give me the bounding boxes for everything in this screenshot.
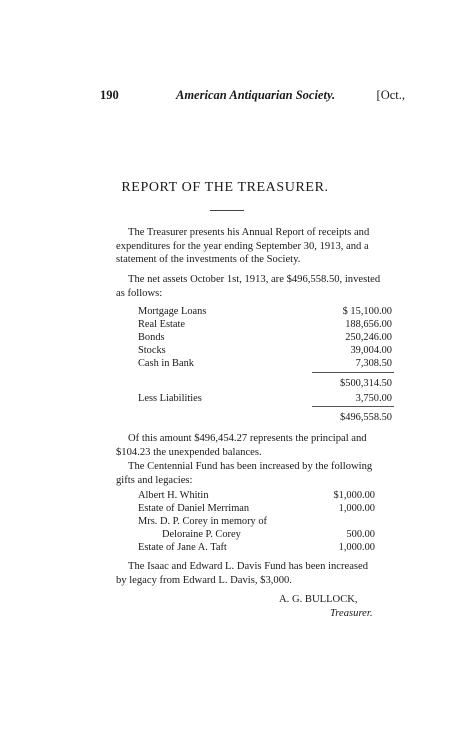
- amount-line: $104.23 the unexpended balances.: [116, 446, 262, 458]
- header-month: [Oct.,: [376, 88, 405, 102]
- report-title: REPORT OF THE TREASURER.: [121, 180, 329, 195]
- gift-label: Estate of Jane A. Taft: [138, 542, 227, 553]
- amount-paragraph: [116, 432, 404, 459]
- davis-paragraph: [116, 560, 404, 587]
- asset-label: Mortgage Loans: [138, 306, 207, 317]
- gift-label: Deloraine P. Corey: [162, 529, 241, 540]
- asset-label: Stocks: [138, 345, 166, 356]
- gift-value: $1,000.00: [333, 490, 375, 501]
- liabilities-value: 3,750.00: [355, 393, 392, 404]
- asset-value: $ 15,100.00: [342, 306, 392, 317]
- gift-value: 500.00: [346, 529, 375, 540]
- amount-line: Of this amount $496,454.27 represents the principal and: [128, 433, 367, 444]
- total-rule: [312, 406, 394, 407]
- fund-line: gifts and legacies:: [116, 474, 193, 486]
- intro-paragraph: [116, 226, 404, 267]
- subtotal-value: $500,314.50: [340, 378, 392, 389]
- intro-line: The Treasurer presents his Annual Report of receipts and: [128, 227, 370, 238]
- intro-line: expenditures for the year ending September 30, 1913, and a: [116, 240, 369, 252]
- asset-value: 250,246.00: [345, 332, 392, 343]
- page-number: 190: [100, 88, 119, 102]
- gift-label: Albert H. Whitin: [138, 490, 209, 501]
- intro-line: statement of the investments of the Society.: [116, 254, 301, 265]
- asset-label: Bonds: [138, 332, 165, 343]
- fund-paragraph: [116, 460, 404, 487]
- davis-line: by legacy from Edward L. Davis, $3,000.: [116, 574, 292, 586]
- subtotal-rule: [312, 372, 394, 373]
- assets-intro-line: The net assets October 1st, 1913, are $496,558.50, invested: [128, 274, 381, 285]
- asset-label: Real Estate: [138, 319, 186, 330]
- gift-value: 1,000.00: [338, 503, 375, 514]
- asset-label: Cash in Bank: [138, 358, 194, 369]
- asset-value: 7,308.50: [355, 358, 392, 369]
- assets-intro-paragraph: [116, 273, 404, 300]
- signature-role: Treasurer.: [330, 608, 373, 619]
- gift-label: Mrs. D. P. Corey in memory of: [138, 516, 268, 527]
- liabilities-label: Less Liabilities: [138, 393, 202, 404]
- running-title: American Antiquarian Society.: [176, 88, 336, 102]
- davis-line: The Isaac and Edward L. Davis Fund has been increased: [128, 561, 369, 572]
- fund-line: The Centennial Fund has been increased by the following: [128, 461, 373, 472]
- gift-value: 1,000.00: [338, 542, 375, 553]
- title-rule: [210, 210, 244, 211]
- assets-intro-line: as follows:: [116, 287, 163, 299]
- asset-value: 39,004.00: [350, 345, 392, 356]
- signature-name: A. G. BULLOCK,: [279, 594, 358, 605]
- gift-label: Estate of Daniel Merriman: [138, 503, 250, 514]
- total-value: $496,558.50: [340, 412, 392, 423]
- asset-value: 188,656.00: [345, 319, 392, 330]
